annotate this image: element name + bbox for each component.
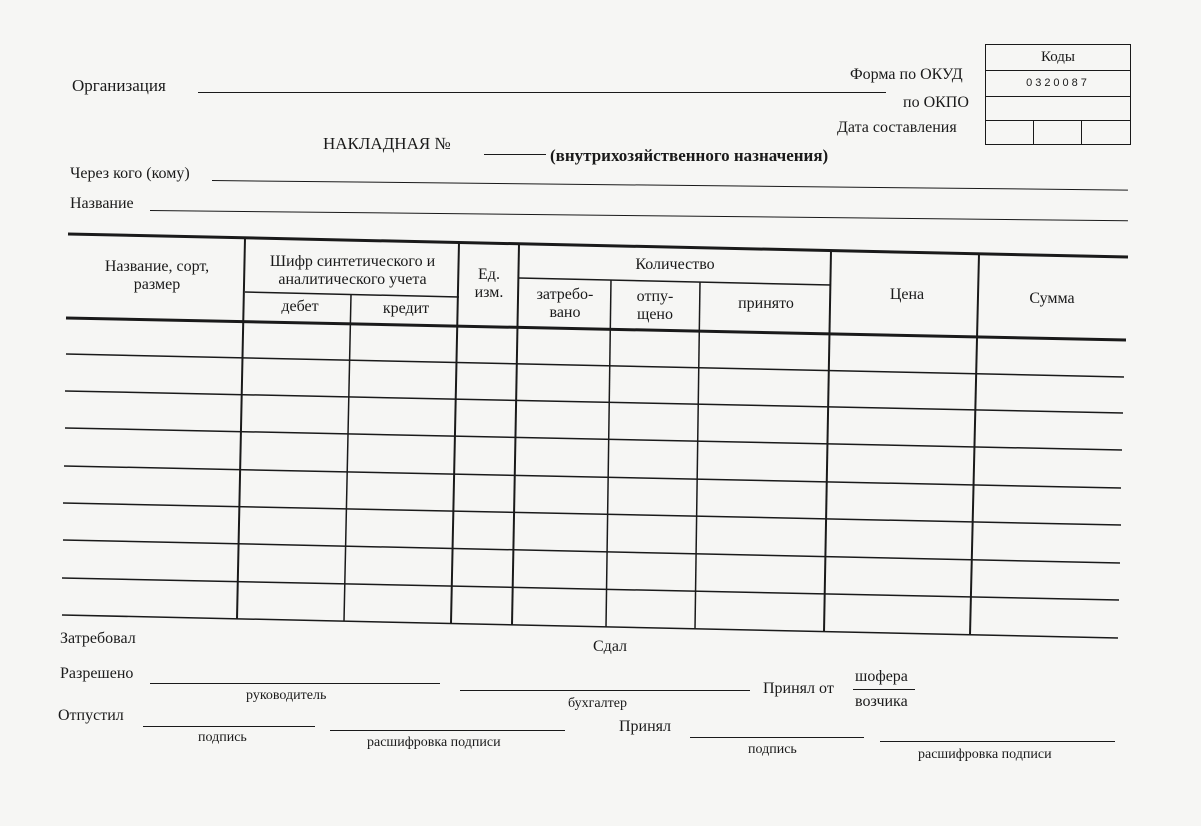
col-line [237,238,245,619]
released-by-label: Отпустил [58,707,124,724]
col-requested-header: затребо- вано [536,286,594,321]
accountant-signature-field[interactable] [460,690,750,691]
carrier-label: возчика [855,693,908,710]
fraction-line [853,689,915,690]
row-line [63,503,1121,525]
row-line [64,466,1121,488]
permitted-label: Разрешено [60,665,134,682]
accepted-signature-field[interactable] [690,737,864,738]
accountant-caption: бухгалтер [568,696,627,711]
col-line [606,280,611,627]
title-prefix: НАКЛАДНАЯ № [323,134,451,153]
codes-title: Коды [1040,49,1076,65]
row-line [65,391,1123,413]
accepted-from-label: Принял от [763,680,834,697]
table-top-border [68,234,1128,257]
name-label: Название [70,195,134,212]
row-line [62,615,1118,638]
title-suffix: (внутрихозяйственного назначения) [550,146,829,165]
col-line [344,295,351,621]
requested-by-label: Затребовал [60,630,136,647]
col-sum-header: Сумма [1029,290,1075,307]
organization-label: Организация [72,76,166,95]
accepted-label: Принял [619,718,672,735]
signature-decode-caption-2: расшифровка подписи [918,747,1052,762]
row-line [66,354,1124,377]
okud-label: Форма по ОКУД [850,66,963,83]
okpo-label: по ОКПО [903,94,969,111]
manager-signature-field[interactable] [150,683,440,684]
signature-caption-1: подпись [198,730,247,745]
col-line [695,282,700,629]
row-line [65,428,1122,450]
manager-caption: руководитель [246,688,327,703]
signature-caption-2: подпись [748,742,797,757]
released-decode-field[interactable] [330,730,565,731]
handed-over-label: Сдал [593,638,628,655]
row-line [63,540,1120,563]
signature-decode-caption-1: расшифровка подписи [367,735,501,750]
okud-code-value[interactable]: 0320087 [1026,77,1090,89]
cipher-sub-line [245,292,459,297]
accepted-decode-field[interactable] [880,741,1115,742]
date-label: Дата составления [837,119,957,136]
col-line [512,244,519,625]
col-cipher-header: Шифр синтетического и аналитического учета [269,253,436,288]
row-line [62,578,1119,600]
driver-label: шофера [855,668,908,685]
col-released-header: отпу- щено [636,288,674,323]
col-name-header: Название, сорт, размер [104,258,210,293]
col-quantity-header: Количество [635,256,715,273]
col-line [970,254,979,635]
col-debit-header: дебет [281,298,319,315]
through-label: Через кого (кому) [70,165,190,182]
col-price-header: Цена [889,286,925,303]
col-accepted-header: принято [738,295,794,312]
quantity-sub-line [519,278,831,285]
col-unit-header: Ед. изм. [474,266,504,301]
col-credit-header: кредит [382,300,430,317]
released-signature-field[interactable] [143,726,315,727]
